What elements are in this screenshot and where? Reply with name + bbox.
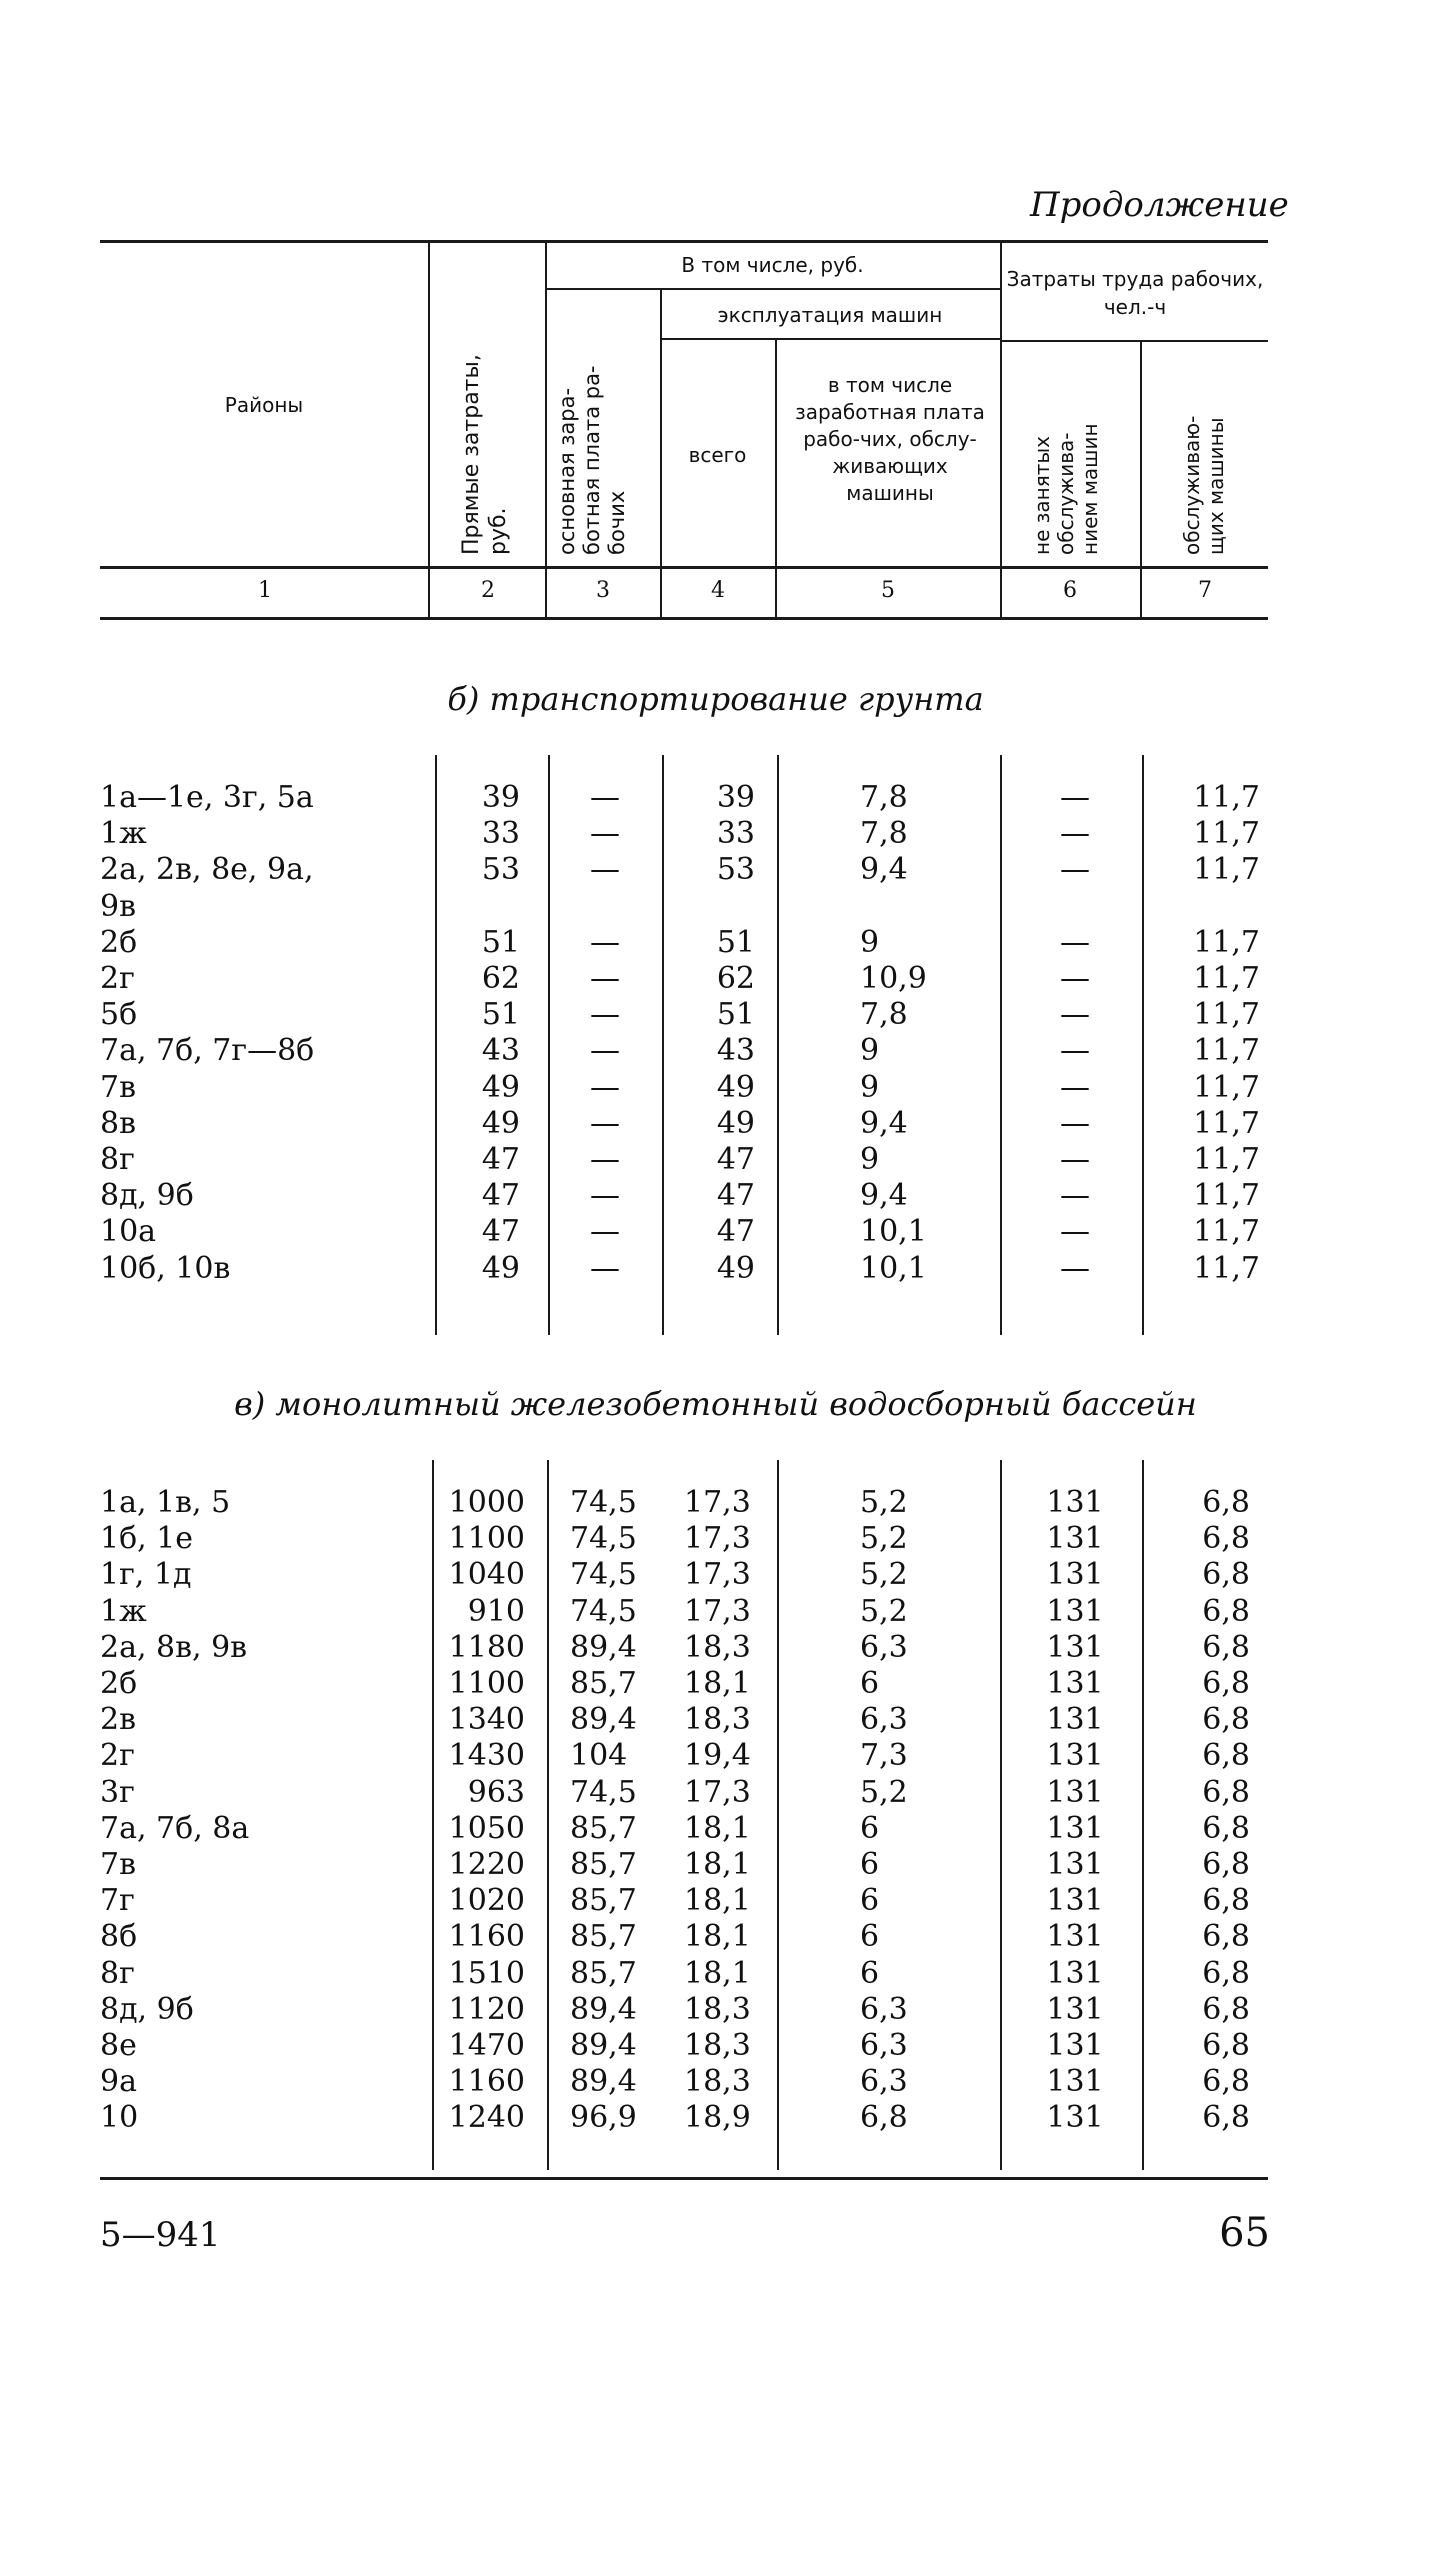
labor-machine-cell: 6,8 <box>1202 1919 1250 1955</box>
direct-costs-cell: 1180 <box>448 1629 525 1665</box>
labor-machine-cell: 11,7 <box>1193 816 1260 852</box>
labor-not-machine-cell: — <box>1060 997 1090 1033</box>
machine-total-cell: 18,1 <box>684 1919 751 1955</box>
labor-machine-cell: 6,8 <box>1202 1847 1250 1882</box>
direct-costs-cell: 910 <box>467 1593 525 1629</box>
hdr-vline-2 <box>545 240 547 620</box>
machine-wage-cell: 7,3 <box>860 1738 908 1774</box>
labor-machine-cell: 6,8 <box>1202 1738 1250 1774</box>
direct-costs-cell: 49 <box>481 1069 520 1105</box>
direct-costs-cell: 1510 <box>448 1955 525 1991</box>
c-vline-4 <box>1000 1460 1002 2170</box>
labor-not-machine-cell: — <box>1060 1142 1090 1177</box>
labor-not-machine-cell: 131 <box>1046 2028 1104 2063</box>
labor-machine-cell: 6,8 <box>1202 1991 1250 2027</box>
region-cell: 2а, 2в, 8е, 9а, <box>100 852 314 888</box>
machine-total-cell: 19,4 <box>684 1738 751 1774</box>
machine-wage-cell: 9 <box>860 924 880 960</box>
region-cell: 2г <box>100 961 135 996</box>
labor-not-machine-cell: 131 <box>1046 1774 1104 1810</box>
direct-costs-cell: 33 <box>481 816 520 852</box>
labor-not-machine-cell: — <box>1060 924 1090 960</box>
region-cell: 2б <box>100 924 138 960</box>
machine-total-cell: 47 <box>716 1214 755 1250</box>
labor-machine-cell: 6,8 <box>1202 1521 1250 1557</box>
region-cell: 10 <box>100 2100 139 2136</box>
base-wage-cell: 89,4 <box>570 1702 637 1738</box>
labor-not-machine-cell: 131 <box>1046 1919 1104 1955</box>
base-wage-cell: — <box>590 780 620 815</box>
base-wage-cell: — <box>590 1178 620 1214</box>
labor-machine-cell: 11,7 <box>1193 1069 1260 1105</box>
labor-machine-cell: 11,7 <box>1193 852 1260 888</box>
labor-machine-cell: 6,8 <box>1202 1774 1250 1810</box>
machine-total-cell: 18,1 <box>684 1955 751 1991</box>
direct-costs-cell: 49 <box>481 1105 520 1141</box>
machine-wage-cell: 10,9 <box>860 961 927 996</box>
machine-wage-cell: 6,3 <box>860 2064 908 2100</box>
region-cell: 7в <box>100 1069 136 1105</box>
base-wage-cell: 96,9 <box>570 2100 637 2136</box>
region-cell: 8е <box>100 2028 137 2063</box>
machine-total-cell: 17,3 <box>684 1593 751 1629</box>
header-base-wage: основная зара- ботная плата ра- бочих <box>555 365 629 555</box>
labor-not-machine-cell: 131 <box>1046 1991 1104 2027</box>
labor-not-machine-cell: 131 <box>1046 1738 1104 1774</box>
b-vline-1 <box>435 755 437 1335</box>
direct-costs-cell: 47 <box>481 1178 520 1214</box>
labor-not-machine-cell: — <box>1060 1250 1090 1286</box>
region-cell: 7г <box>100 1883 135 1919</box>
labor-machine-cell: 6,8 <box>1202 1955 1250 1991</box>
labor-not-machine-cell: — <box>1060 1033 1090 1069</box>
base-wage-cell: — <box>590 1250 620 1286</box>
base-wage-cell: 85,7 <box>570 1883 637 1919</box>
labor-machine-cell: 11,7 <box>1193 1033 1260 1069</box>
section-b-title: б) транспортирование грунта <box>447 680 984 718</box>
base-wage-cell: — <box>590 1069 620 1105</box>
direct-costs-cell: 1160 <box>448 1919 525 1955</box>
machine-wage-cell: 10,1 <box>860 1250 927 1286</box>
labor-not-machine-cell: 131 <box>1046 1883 1104 1919</box>
direct-costs-cell: 1240 <box>448 2100 525 2136</box>
section-c-title: в) монолитный железобетонный водосборный бассейн <box>234 1385 1197 1423</box>
labor-machine-cell: 11,7 <box>1193 1250 1260 1286</box>
colnum-4: 4 <box>711 578 725 603</box>
labor-machine-cell: 11,7 <box>1193 1178 1260 1214</box>
region-cell: 2а, 8в, 9в <box>100 1629 248 1665</box>
machine-total-cell: 39 <box>716 780 755 815</box>
header-bottom-rule <box>100 566 1268 569</box>
machine-total-cell: 18,3 <box>684 2028 751 2063</box>
labor-machine-cell: 11,7 <box>1193 1105 1260 1141</box>
machine-wage-cell: 7,8 <box>860 997 908 1033</box>
direct-costs-cell: 1100 <box>448 1666 525 1701</box>
b-vline-4 <box>777 755 779 1335</box>
machine-total-cell: 18,3 <box>684 1702 751 1738</box>
machine-wage-cell: 6,8 <box>860 2100 908 2136</box>
base-wage-cell: 74,5 <box>570 1521 637 1557</box>
machine-wage-cell: 6 <box>860 1810 880 1846</box>
base-wage-cell: — <box>590 997 620 1033</box>
region-cell: 1ж <box>100 1593 147 1629</box>
labor-not-machine-cell: 131 <box>1046 1955 1104 1991</box>
labor-not-machine-cell: 131 <box>1046 1485 1104 1520</box>
region-cell: 2г <box>100 1738 135 1774</box>
base-wage-cell: — <box>590 1142 620 1177</box>
machine-total-cell: 18,3 <box>684 2064 751 2100</box>
colnum-1: 1 <box>258 578 272 603</box>
direct-costs-cell: 1340 <box>448 1702 525 1738</box>
header-including-rub: В том числе, руб. <box>681 253 864 277</box>
labor-not-machine-cell: 131 <box>1046 1847 1104 1882</box>
direct-costs-cell: 49 <box>481 1250 520 1286</box>
base-wage-cell: — <box>590 852 620 888</box>
region-cell: 7а, 7б, 8а <box>100 1810 250 1846</box>
labor-machine-cell: 6,8 <box>1202 1702 1250 1738</box>
colnum-3: 3 <box>596 578 610 603</box>
machine-total-cell: 51 <box>716 997 755 1033</box>
direct-costs-cell: 53 <box>481 852 520 888</box>
machine-total-cell: 18,9 <box>684 2100 751 2136</box>
base-wage-cell: 104 <box>570 1738 628 1774</box>
b-vline-3 <box>662 755 664 1335</box>
labor-machine-cell: 11,7 <box>1193 997 1260 1033</box>
machine-total-cell: 17,3 <box>684 1557 751 1593</box>
labor-machine-cell: 6,8 <box>1202 1485 1250 1520</box>
labor-not-machine-cell: 131 <box>1046 1666 1104 1701</box>
machine-total-cell: 49 <box>716 1069 755 1105</box>
c-vline-1 <box>432 1460 434 2170</box>
b-vline-6 <box>1142 755 1144 1335</box>
machine-total-cell: 18,3 <box>684 1629 751 1665</box>
header-incl-wage-machine: в том числе заработная плата рабо-чих, обслу-живающих машины <box>795 373 985 505</box>
header-labor-costs: Затраты труда рабочих, чел.-ч <box>1006 267 1264 319</box>
machine-total-cell: 47 <box>716 1142 755 1177</box>
labor-not-machine-cell: — <box>1060 1069 1090 1105</box>
machine-wage-cell: 5,2 <box>860 1485 908 1520</box>
direct-costs-cell: 1120 <box>448 1991 525 2027</box>
base-wage-cell: — <box>590 1105 620 1141</box>
labor-machine-cell: 6,8 <box>1202 2028 1250 2063</box>
page-number: 65 <box>1219 2210 1270 2256</box>
labor-machine-cell: 6,8 <box>1202 1666 1250 1701</box>
labor-machine-cell: 6,8 <box>1202 2064 1250 2100</box>
region-cell: 1б, 1е <box>100 1521 194 1557</box>
colnum-6: 6 <box>1063 578 1077 603</box>
labor-machine-cell: 6,8 <box>1202 2100 1250 2136</box>
machine-total-cell: 43 <box>716 1033 755 1069</box>
labor-not-machine-cell: — <box>1060 961 1090 996</box>
machine-total-cell: 17,3 <box>684 1521 751 1557</box>
direct-costs-cell: 1160 <box>448 2064 525 2100</box>
labor-machine-cell: 6,8 <box>1202 1593 1250 1629</box>
hdr-vline-4 <box>775 340 777 620</box>
region-cell: 1г, 1д <box>100 1557 192 1593</box>
direct-costs-cell: 963 <box>467 1774 525 1810</box>
direct-costs-cell: 1220 <box>448 1847 525 1882</box>
continuation-label: Продолжение <box>1030 185 1289 225</box>
machine-total-cell: 18,1 <box>684 1847 751 1882</box>
region-cell: 2в <box>100 1702 136 1738</box>
header-top-rule <box>100 240 1268 243</box>
region-cell: 8г <box>100 1142 135 1177</box>
labor-not-machine-cell: — <box>1060 1178 1090 1214</box>
hdr-vline-6 <box>1140 340 1142 620</box>
colnum-2: 2 <box>481 578 495 603</box>
region-cell: 7в <box>100 1847 136 1882</box>
machine-wage-cell: 6 <box>860 1883 880 1919</box>
labor-machine-cell: 11,7 <box>1193 924 1260 960</box>
machine-total-cell: 17,3 <box>684 1774 751 1810</box>
direct-costs-cell: 1430 <box>448 1738 525 1774</box>
labor-machine-cell: 11,7 <box>1193 780 1260 815</box>
machine-wage-cell: 7,8 <box>860 816 908 852</box>
base-wage-cell: 89,4 <box>570 1991 637 2027</box>
machine-total-cell: 18,3 <box>684 1991 751 2027</box>
hdr-vline-1 <box>428 240 430 620</box>
labor-machine-cell: 6,8 <box>1202 1629 1250 1665</box>
region-cell: 10б, 10в <box>100 1250 231 1286</box>
labor-machine-cell: 6,8 <box>1202 1810 1250 1846</box>
machine-wage-cell: 6,3 <box>860 1991 908 2027</box>
region-cell: 1ж <box>100 816 147 852</box>
direct-costs-cell: 51 <box>481 924 520 960</box>
labor-not-machine-cell: — <box>1060 852 1090 888</box>
header-machine-operation: эксплуатация машин <box>717 303 943 327</box>
machine-wage-cell: 9,4 <box>860 1105 908 1141</box>
machine-total-cell: 49 <box>716 1250 755 1286</box>
direct-costs-cell: 1000 <box>448 1485 525 1520</box>
machine-total-cell: 18,1 <box>684 1883 751 1919</box>
base-wage-cell: 85,7 <box>570 1919 637 1955</box>
direct-costs-cell: 1100 <box>448 1521 525 1557</box>
machine-wage-cell: 6,3 <box>860 2028 908 2063</box>
machine-wage-cell: 6 <box>860 1919 880 1955</box>
region-cell: 8д, 9б <box>100 1178 194 1214</box>
b-vline-2 <box>548 755 550 1335</box>
labor-machine-cell: 6,8 <box>1202 1883 1250 1919</box>
c-vline-3 <box>777 1460 779 2170</box>
labor-not-machine-cell: — <box>1060 1214 1090 1250</box>
machine-wage-cell: 6 <box>860 1847 880 1882</box>
machine-total-cell: 33 <box>716 816 755 852</box>
direct-costs-cell: 47 <box>481 1214 520 1250</box>
base-wage-cell: 74,5 <box>570 1485 637 1520</box>
machine-total-cell: 18,1 <box>684 1666 751 1701</box>
base-wage-cell: 85,7 <box>570 1955 637 1991</box>
region-cell: 5б <box>100 997 138 1033</box>
machine-wage-cell: 5,2 <box>860 1593 908 1629</box>
machine-wage-cell: 9 <box>860 1069 880 1105</box>
machine-wage-cell: 6,3 <box>860 1702 908 1738</box>
table-bottom-rule <box>100 2177 1268 2180</box>
header-total: всего <box>688 443 747 467</box>
c-vline-5 <box>1142 1460 1144 2170</box>
base-wage-cell: — <box>590 816 620 852</box>
machine-wage-cell: 6,3 <box>860 1629 908 1665</box>
base-wage-cell: 85,7 <box>570 1847 637 1882</box>
region-cell: 1а—1е, 3г, 5а <box>100 780 314 815</box>
c-vline-2 <box>547 1460 549 2170</box>
machine-wage-cell: 6 <box>860 1955 880 1991</box>
labor-not-machine-cell: 131 <box>1046 2064 1104 2100</box>
labor-not-machine-cell: — <box>1060 1105 1090 1141</box>
base-wage-cell: 85,7 <box>570 1810 637 1846</box>
machine-wage-cell: 9 <box>860 1142 880 1177</box>
region-cell: 9а <box>100 2064 137 2100</box>
base-wage-cell: — <box>590 1214 620 1250</box>
footer-signature: 5—941 <box>100 2215 221 2255</box>
base-wage-cell: — <box>590 1033 620 1069</box>
labor-not-machine-cell: 131 <box>1046 1521 1104 1557</box>
labor-not-machine-cell: 131 <box>1046 1593 1104 1629</box>
machine-wage-cell: 5,2 <box>860 1521 908 1557</box>
region-cell: 2б <box>100 1666 138 1701</box>
direct-costs-cell: 51 <box>481 997 520 1033</box>
colnum-5: 5 <box>881 578 895 603</box>
labor-not-machine-cell: 131 <box>1046 2100 1104 2136</box>
machine-total-cell: 49 <box>716 1105 755 1141</box>
region-cell: 3г <box>100 1774 135 1810</box>
machine-total-cell: 53 <box>716 852 755 888</box>
region-cell: 10а <box>100 1214 157 1250</box>
machine-wage-cell: 9,4 <box>860 1178 908 1214</box>
machine-wage-cell: 9,4 <box>860 852 908 888</box>
machine-wage-cell: 5,2 <box>860 1774 908 1810</box>
direct-costs-cell: 62 <box>481 961 520 996</box>
machine-wage-cell: 5,2 <box>860 1557 908 1593</box>
labor-not-machine-cell: 131 <box>1046 1702 1104 1738</box>
colnum-7: 7 <box>1198 578 1212 603</box>
direct-costs-cell: 1020 <box>448 1883 525 1919</box>
region-cell: 8г <box>100 1955 135 1991</box>
region-cell: 7а, 7б, 7г—8б <box>100 1033 315 1069</box>
including-rule <box>545 288 1000 290</box>
base-wage-cell: 74,5 <box>570 1557 637 1593</box>
machine-total-cell: 51 <box>716 924 755 960</box>
labor-machine-cell: 11,7 <box>1193 961 1260 996</box>
base-wage-cell: 74,5 <box>570 1774 637 1810</box>
region-cell: 8д, 9б <box>100 1991 194 2027</box>
base-wage-cell: 74,5 <box>570 1593 637 1629</box>
region-cell: 8в <box>100 1105 136 1141</box>
labor-not-machine-cell: — <box>1060 816 1090 852</box>
labor-machine-cell: 6,8 <box>1202 1557 1250 1593</box>
machine-total-cell: 47 <box>716 1178 755 1214</box>
direct-costs-cell: 1040 <box>448 1557 525 1593</box>
labor-machine-cell: 11,7 <box>1193 1214 1260 1250</box>
labor-machine-cell: 11,7 <box>1193 1142 1260 1177</box>
header-not-machine: не занятых обслужива- нием машин <box>1030 423 1102 555</box>
hdr-vline-5 <box>1000 240 1002 620</box>
header-direct-costs: Прямые затраты, руб. <box>459 354 511 555</box>
machine-wage-cell: 10,1 <box>860 1214 927 1250</box>
machine-total-cell: 62 <box>716 961 755 996</box>
region-cell: 8б <box>100 1919 138 1955</box>
header-regions: Районы <box>224 393 304 417</box>
direct-costs-cell: 1470 <box>448 2028 525 2063</box>
direct-costs-cell: 39 <box>481 780 520 815</box>
b-vline-5 <box>1000 755 1002 1335</box>
region-cell: 1а, 1в, 5 <box>100 1485 231 1520</box>
direct-costs-cell: 43 <box>481 1033 520 1069</box>
direct-costs-cell: 47 <box>481 1142 520 1177</box>
base-wage-cell: 85,7 <box>570 1666 637 1701</box>
base-wage-cell: 89,4 <box>570 2028 637 2063</box>
machine-wage-cell: 9 <box>860 1033 880 1069</box>
machine-wage-cell: 7,8 <box>860 780 908 815</box>
direct-costs-cell: 1050 <box>448 1810 525 1846</box>
base-wage-cell: — <box>590 961 620 996</box>
labor-not-machine-cell: — <box>1060 780 1090 815</box>
header-machine-serving: обслуживаю- щих машины <box>1180 415 1228 555</box>
labor-not-machine-cell: 131 <box>1046 1810 1104 1846</box>
labor-rule <box>1000 340 1268 342</box>
base-wage-cell: 89,4 <box>570 2064 637 2100</box>
colnum-bottom-rule <box>100 617 1268 620</box>
machine-wage-cell: 6 <box>860 1666 880 1701</box>
region-cell: 9в <box>100 888 136 924</box>
machine-total-cell: 17,3 <box>684 1485 751 1520</box>
labor-not-machine-cell: 131 <box>1046 1629 1104 1665</box>
machine-rule <box>660 338 1000 340</box>
machine-total-cell: 18,1 <box>684 1810 751 1846</box>
labor-not-machine-cell: 131 <box>1046 1557 1104 1593</box>
base-wage-cell: — <box>590 924 620 960</box>
base-wage-cell: 89,4 <box>570 1629 637 1665</box>
